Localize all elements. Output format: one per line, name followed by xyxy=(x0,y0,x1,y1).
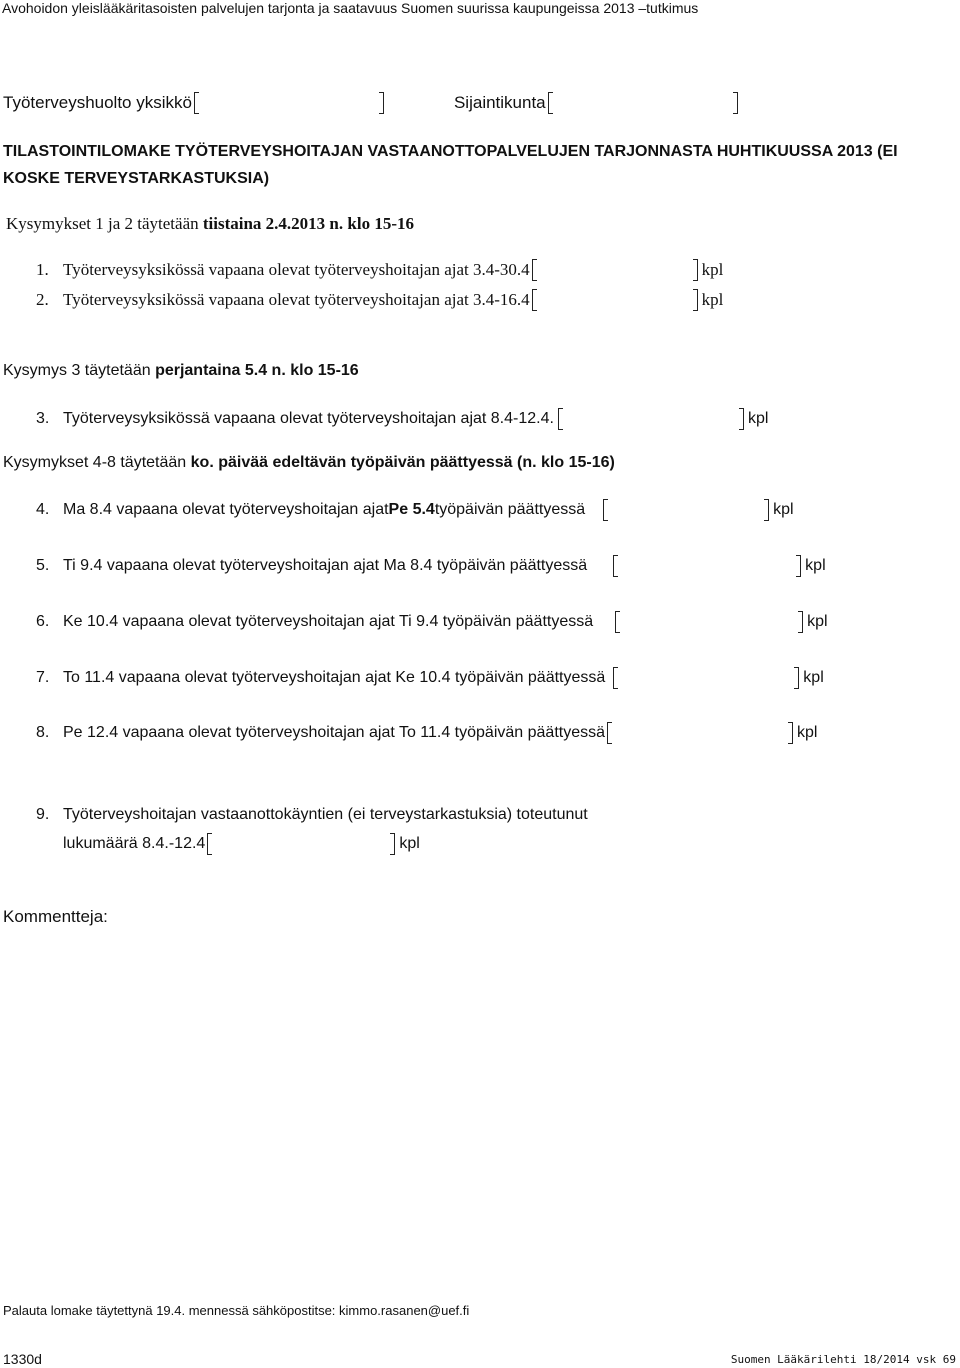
question-1: 1. Työterveysyksikössä vapaana olevat työterveyshoitajan ajat 3.4-30.4 kpl xyxy=(36,260,724,279)
form-title-line2: KOSKE TERVEYSTARKASTUKSIA) xyxy=(3,170,270,187)
q7-input[interactable] xyxy=(613,667,799,689)
footer-page-number: 1330d xyxy=(3,1351,42,1367)
q3-input[interactable] xyxy=(558,408,744,430)
q9-input[interactable] xyxy=(207,833,395,855)
question-2: 2. Työterveysyksikössä vapaana olevat työterveyshoitajan ajat 3.4-16.4 kpl xyxy=(36,290,724,309)
unit-label: Työterveyshuolto yksikkö xyxy=(3,93,192,112)
question-9-line1: 9. Työterveyshoitajan vastaanottokäyntien (ei terveystarkastuksia) toteutunut xyxy=(36,806,588,823)
question-5: 5. Ti 9.4 vapaana olevat työterveyshoitajan ajat Ma 8.4 työpäivän päättyessä kpl xyxy=(36,555,826,577)
unit-row xyxy=(3,92,738,114)
location-label: Sijaintikunta xyxy=(453,93,546,112)
q4-input[interactable] xyxy=(603,499,769,521)
question-3: 3. Työterveysyksikössä vapaana olevat työterveyshoitajan ajat 8.4-12.4. kpl xyxy=(36,408,768,430)
unit-input[interactable] xyxy=(194,92,384,114)
footer-journal: Suomen Lääkärilehti 18/2014 vsk 69 xyxy=(730,1353,956,1366)
section2-intro: Kysymys 3 täytetään perjantaina 5.4 n. klo 15-16 xyxy=(3,362,359,379)
return-note: Palauta lomake täytettynä 19.4. mennessä sähköpostitse: kimmo.rasanen@uef.fi xyxy=(3,1303,470,1318)
q8-input[interactable] xyxy=(607,722,793,744)
section1-intro: Kysymykset 1 ja 2 täytetään tiistaina 2.4.2013 n. klo 15-16 xyxy=(6,214,414,233)
location-input[interactable] xyxy=(548,92,738,114)
q5-input[interactable] xyxy=(613,555,801,577)
form-title-line1: TILASTOINTILOMAKE TYÖTERVEYSHOITAJAN VASTAANOTTOPALVELUJEN TARJONNASTA HUHTIKUUSSA 2013 (EI xyxy=(3,143,898,160)
question-6: 6. Ke 10.4 vapaana olevat työterveyshoitajan ajat Ti 9.4 työpäivän päättyessä kpl xyxy=(36,611,828,633)
question-9-line2: lukumäärä 8.4.-12.4 kpl xyxy=(63,833,420,855)
q1-input[interactable] xyxy=(532,259,698,281)
section3-intro: Kysymykset 4-8 täytetään ko. päivää edeltävän työpäivän päättyessä (n. klo 15-16) xyxy=(3,454,615,471)
question-4: 4. Ma 8.4 vapaana olevat työterveyshoitajan ajat Pe 5.4 työpäivän päättyessä kpl xyxy=(36,499,794,521)
question-8: 8. Pe 12.4 vapaana olevat työterveyshoitajan ajat To 11.4 työpäivän päättyessä kpl xyxy=(36,722,817,744)
question-7: 7. To 11.4 vapaana olevat työterveyshoitajan ajat Ke 10.4 työpäivän päättyessä kpl xyxy=(36,667,824,689)
page-header: Avohoidon yleislääkäritasoisten palvelujen tarjonta ja saatavuus Suomen suurissa kaupungeissa 2013 –tutkimus xyxy=(2,0,699,16)
q2-input[interactable] xyxy=(532,289,698,311)
q6-input[interactable] xyxy=(615,611,803,633)
comments-label: Kommentteja: xyxy=(3,907,108,926)
